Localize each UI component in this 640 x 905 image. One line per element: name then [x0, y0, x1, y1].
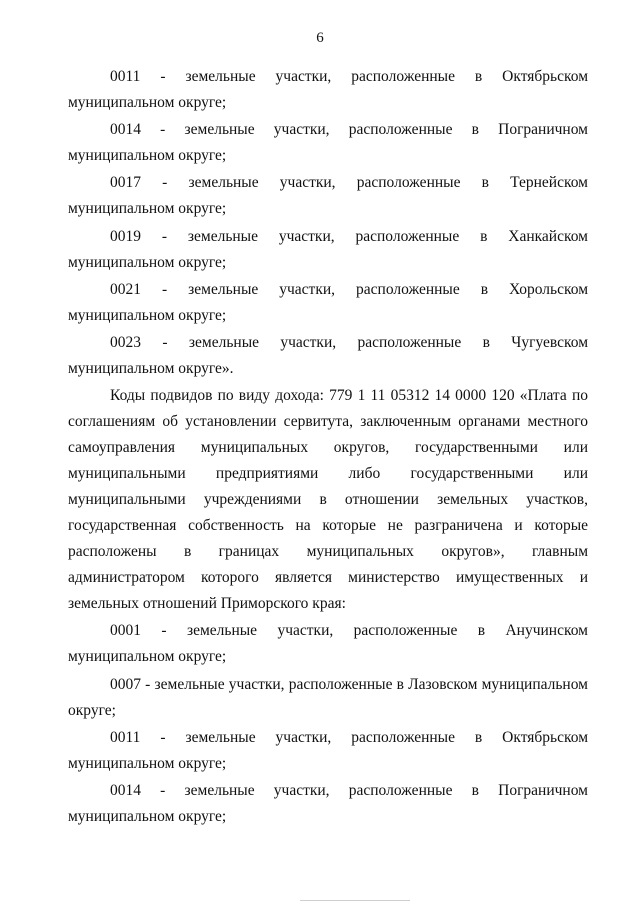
paragraph-income-codes: Коды подвидов по виду дохода: 779 1 11 05312 14 0000 120 «Плата по соглашениям об установлении сервитута, заключенным органами местного самоуправления муниципальных округов, государственными или муниципальными предприятиями либо государственными или муниципальными учреждениями в отношении земельных участков, государственная собственность на которые не разграничена и которые расположены в границах муниципальных округов», главным администратором которого является министерство имущественных и земельных отношений Приморского края: — [68, 387, 588, 613]
footer-divider — [300, 900, 410, 901]
paragraph-code-0023: 0023 - земельные участки, расположенные в Чугуевском муниципальном округе». — [68, 333, 588, 377]
paragraph-code-0001: 0001 - земельные участки, расположенные в Анучинском муниципальном округе; — [68, 622, 588, 666]
paragraph-code-0014: 0014 - земельные участки, расположенные в Пограничном муниципальном округе; — [68, 121, 588, 165]
document-body — [68, 64, 588, 831]
paragraph-code-0021: 0021 - земельные участки, расположенные в Хорольском муниципальном округе; — [68, 280, 588, 324]
paragraph-code-0011: 0011 - земельные участки, расположенные в Октябрьском муниципальном округе; — [68, 68, 588, 111]
paragraph-code-0007: 0007 - земельные участки, расположенные в Лазовском муниципальном округе; — [68, 675, 588, 719]
paragraph-code-0014-second: 0014 - земельные участки, расположенные в Пограничном муниципальном округе; — [68, 781, 588, 825]
paragraph-code-0019: 0019 - земельные участки, расположенные в Ханкайском муниципальном округе; — [68, 227, 588, 271]
paragraph-code-0011-second: 0011 - земельные участки, расположенные в Октябрьском муниципальном округе; — [68, 728, 588, 772]
page-number: 6 — [316, 30, 324, 46]
paragraph-code-0017: 0017 - земельные участки, расположенные в Тернейском муниципальном округе; — [68, 174, 588, 218]
